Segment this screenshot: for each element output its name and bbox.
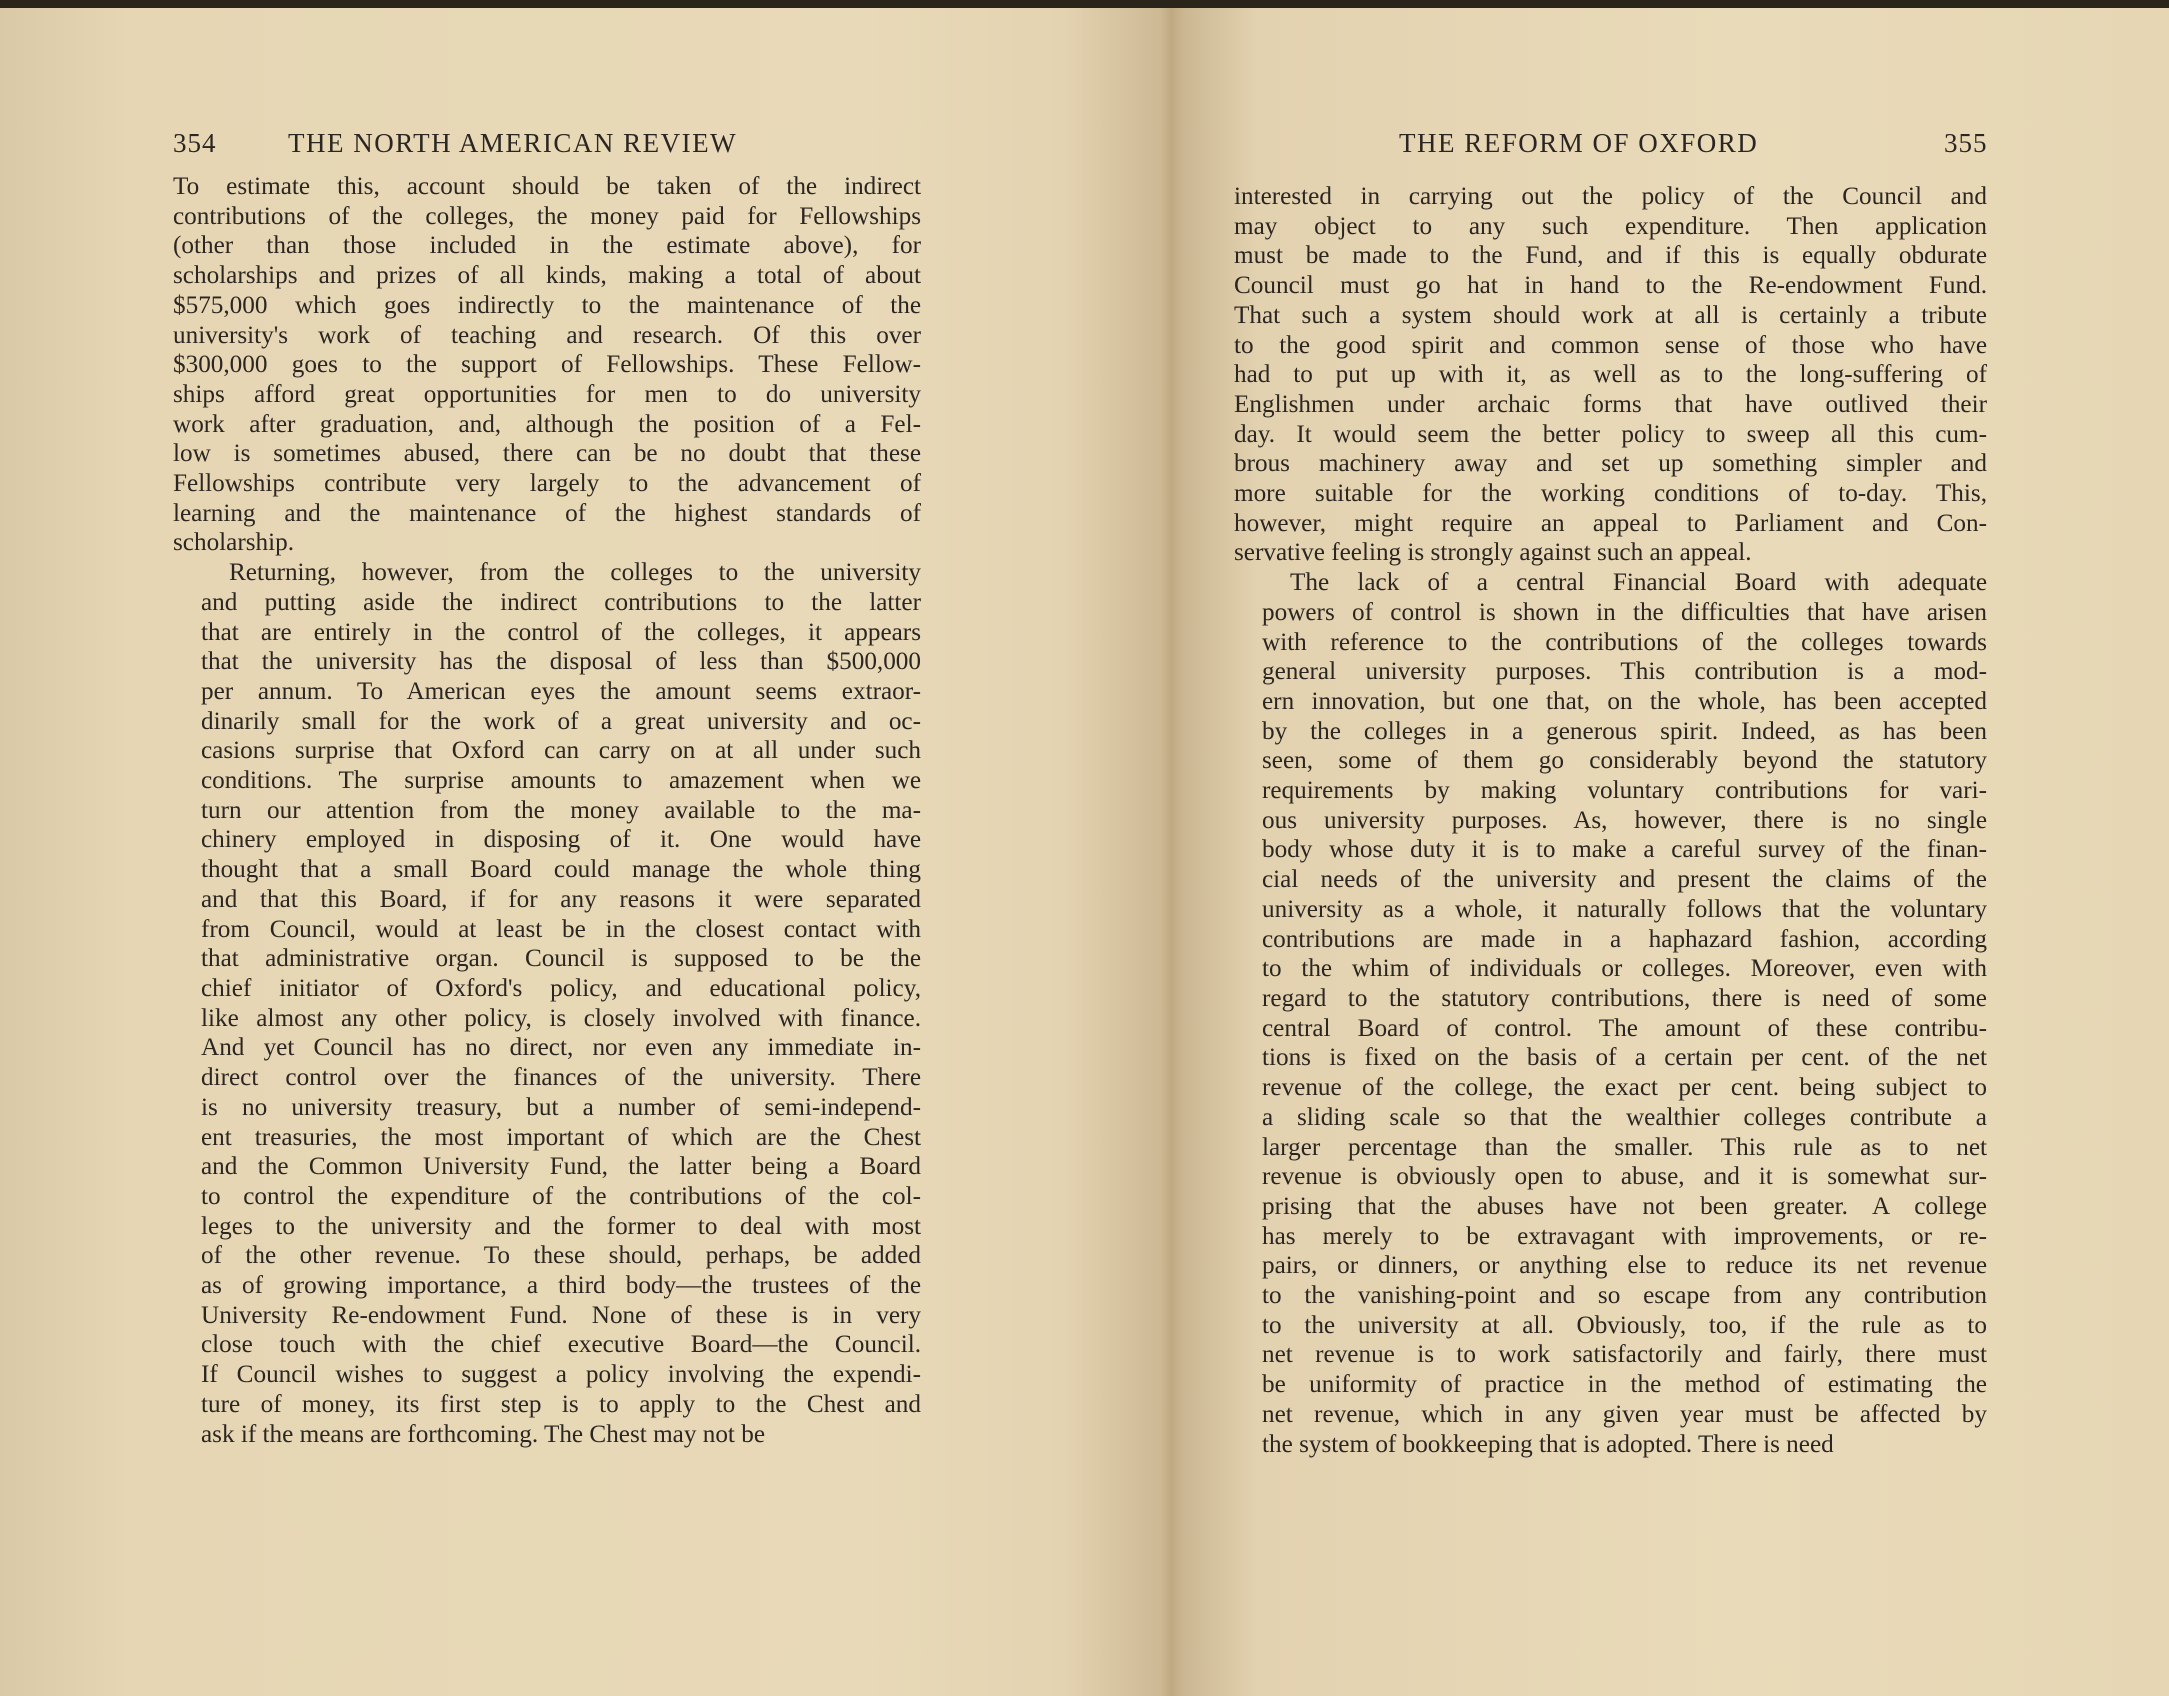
text-line: powers of control is shown in the difficulties that have arisen [1262, 598, 1987, 626]
text-line: contributions of the colleges, the money paid for Fellowships [173, 202, 921, 230]
text-line: revenue of the college, the exact per cent. being subject to [1262, 1074, 1987, 1102]
text-line: (other than those included in the estimate above), for [173, 232, 921, 260]
text-line: body whose duty it is to make a careful survey of the finan- [1262, 836, 1987, 864]
text-line: learning and the maintenance of the highest standards of [173, 499, 921, 527]
text-line: must be made to the Fund, and if this is equally obdurate [1234, 242, 1987, 270]
page-body-text [1234, 182, 1987, 1459]
text-line: and putting aside the indirect contributions to the latter [201, 588, 921, 616]
text-line: regard to the statutory contributions, there is need of some [1262, 984, 1987, 1012]
text-line: however, might require an appeal to Parliament and Con- [1234, 509, 1987, 537]
text-line: day. It would seem the better policy to sweep all this cum- [1234, 420, 1987, 448]
text-line: as of growing importance, a third body—the trustees of the [201, 1272, 921, 1300]
text-line: leges to the university and the former to deal with most [201, 1212, 921, 1240]
page-number: 354 [173, 128, 217, 158]
text-line: chinery employed in disposing of it. One would have [201, 826, 921, 854]
text-line: Returning, however, from the colleges to the university [229, 559, 921, 587]
text-line: conditions. The surprise amounts to amazement when we [201, 767, 921, 795]
text-line: And yet Council has no direct, nor even any immediate in- [201, 1034, 921, 1062]
text-line: ent treasuries, the most important of which are the Chest [201, 1123, 921, 1151]
text-line: and the Common University Fund, the latter being a Board [201, 1153, 921, 1181]
page-number: 355 [1944, 128, 1988, 158]
text-line: Fellowships contribute very largely to the advancement of [173, 470, 921, 498]
text-line: thought that a small Board could manage the whole thing [201, 856, 921, 884]
text-line: to the whim of individuals or colleges. Moreover, even with [1262, 955, 1987, 983]
text-line: close touch with the chief executive Board—the Council. [201, 1331, 921, 1359]
text-line: requirements by making voluntary contributions for vari- [1262, 777, 1987, 805]
text-line: larger percentage than the smaller. This rule as to net [1262, 1133, 1987, 1161]
text-line: low is sometimes abused, there can be no doubt that these [173, 440, 921, 468]
text-line: Council must go hat in hand to the Re-endowment Fund. [1234, 272, 1987, 300]
text-line: $575,000 which goes indirectly to the maintenance of the [173, 291, 921, 319]
text-line: from Council, would at least be in the closest contact with [201, 915, 921, 943]
text-line: more suitable for the working conditions of to-day. This, [1234, 480, 1987, 508]
text-line: ships afford great opportunities for men to do university [173, 380, 921, 408]
text-line: university as a whole, it naturally follows that the voluntary [1262, 895, 1987, 923]
text-line: revenue is obviously open to abuse, and it is somewhat sur- [1262, 1163, 1987, 1191]
text-line: of the other revenue. To these should, perhaps, be added [201, 1242, 921, 1270]
text-line: like almost any other policy, is closely involved with finance. [201, 1004, 921, 1032]
text-line: has merely to be extravagant with improvements, or re- [1262, 1222, 1987, 1250]
text-line: be uniformity of practice in the method of estimating the [1262, 1371, 1987, 1399]
text-line: that administrative organ. Council is supposed to be the [201, 945, 921, 973]
text-line: to the vanishing-point and so escape from any contribution [1262, 1282, 1987, 1310]
text-line: university's work of teaching and research. Of this over [173, 321, 921, 349]
paragraph [1234, 182, 1987, 568]
text-line: The lack of a central Financial Board with adequate [1290, 569, 1987, 597]
right-page [1088, 0, 2169, 1696]
text-line: To estimate this, account should be taken of the indirect [173, 173, 921, 200]
text-line: servative feeling is strongly against such an appeal. [1234, 539, 1752, 567]
text-line: If Council wishes to suggest a policy involving the expendi- [201, 1361, 921, 1389]
running-head: THE REFORM OF OXFORD [1399, 128, 1759, 158]
text-line: University Re-endowment Fund. None of these is in very [201, 1301, 921, 1329]
text-line: central Board of control. The amount of these contribu- [1262, 1014, 1987, 1042]
text-line: per annum. To American eyes the amount seems extraor- [201, 677, 921, 705]
page-body-text [173, 172, 921, 1449]
text-line: with reference to the contributions of the colleges towards [1262, 628, 1987, 656]
text-line: net revenue, which in any given year must be affected by [1262, 1400, 1987, 1428]
text-line: general university purposes. This contribution is a mod- [1262, 658, 1987, 686]
text-line: direct control over the finances of the university. There [201, 1064, 921, 1092]
text-line: casions surprise that Oxford can carry on at all under such [201, 737, 921, 765]
text-line: to control the expenditure of the contributions of the col- [201, 1182, 921, 1210]
text-line: tions is fixed on the basis of a certain per cent. of the net [1262, 1044, 1987, 1072]
paragraph [173, 172, 921, 558]
paragraph [1234, 568, 1987, 1459]
paragraph [173, 558, 921, 1449]
running-head: THE NORTH AMERICAN REVIEW [288, 128, 738, 158]
text-line: contributions are made in a haphazard fashion, according [1262, 925, 1987, 953]
text-line: seen, some of them go considerably beyond the statutory [1262, 747, 1987, 775]
text-line: $300,000 goes to the support of Fellowships. These Fellow- [173, 351, 921, 379]
text-line: net revenue is to work satisfactorily and fairly, there must [1262, 1341, 1987, 1369]
text-line: cial needs of the university and present the claims of the [1262, 866, 1987, 894]
text-line: brous machinery away and set up something simpler and [1234, 450, 1987, 478]
text-line: turn our attention from the money available to the ma- [201, 796, 921, 824]
text-line: prising that the abuses have not been greater. A college [1262, 1192, 1987, 1220]
text-line: to the university at all. Obviously, too, if the rule as to [1262, 1311, 1987, 1339]
text-line: that are entirely in the control of the colleges, it appears [201, 618, 921, 646]
text-line: a sliding scale so that the wealthier colleges contribute a [1262, 1103, 1987, 1131]
text-line: may object to any such expenditure. Then application [1234, 212, 1987, 240]
text-line: That such a system should work at all is certainly a tribute [1234, 301, 1987, 329]
text-line: by the colleges in a generous spirit. Indeed, as has been [1262, 717, 1987, 745]
text-line: ture of money, its first step is to apply to the Chest and [201, 1390, 921, 1418]
left-page [0, 0, 1080, 1696]
text-line: the system of bookkeeping that is adopted. There is need [1262, 1430, 1834, 1458]
text-line: scholarships and prizes of all kinds, making a total of about [173, 262, 921, 290]
text-line: ous university purposes. As, however, there is no single [1262, 806, 1987, 834]
text-line: and that this Board, if for any reasons it were separated [201, 885, 921, 913]
text-line: dinarily small for the work of a great university and oc- [201, 707, 921, 735]
text-line: ern innovation, but one that, on the whole, has been accepted [1262, 687, 1987, 715]
text-line: to the good spirit and common sense of those who have [1234, 331, 1987, 359]
text-line: had to put up with it, as well as to the long-suffering of [1234, 361, 1987, 389]
text-line: interested in carrying out the policy of the Council and [1234, 183, 1987, 210]
text-line: ask if the means are forthcoming. The Chest may not be [201, 1420, 766, 1448]
text-line: pairs, or dinners, or anything else to reduce its net revenue [1262, 1252, 1987, 1280]
text-line: is no university treasury, but a number of semi-independ- [201, 1093, 921, 1121]
text-line: Englishmen under archaic forms that have outlived their [1234, 390, 1987, 418]
text-line: work after graduation, and, although the position of a Fel- [173, 410, 921, 438]
text-line: scholarship. [173, 529, 295, 557]
text-line: that the university has the disposal of less than $500,000 [201, 648, 921, 676]
text-line: chief initiator of Oxford's policy, and educational policy, [201, 974, 921, 1002]
